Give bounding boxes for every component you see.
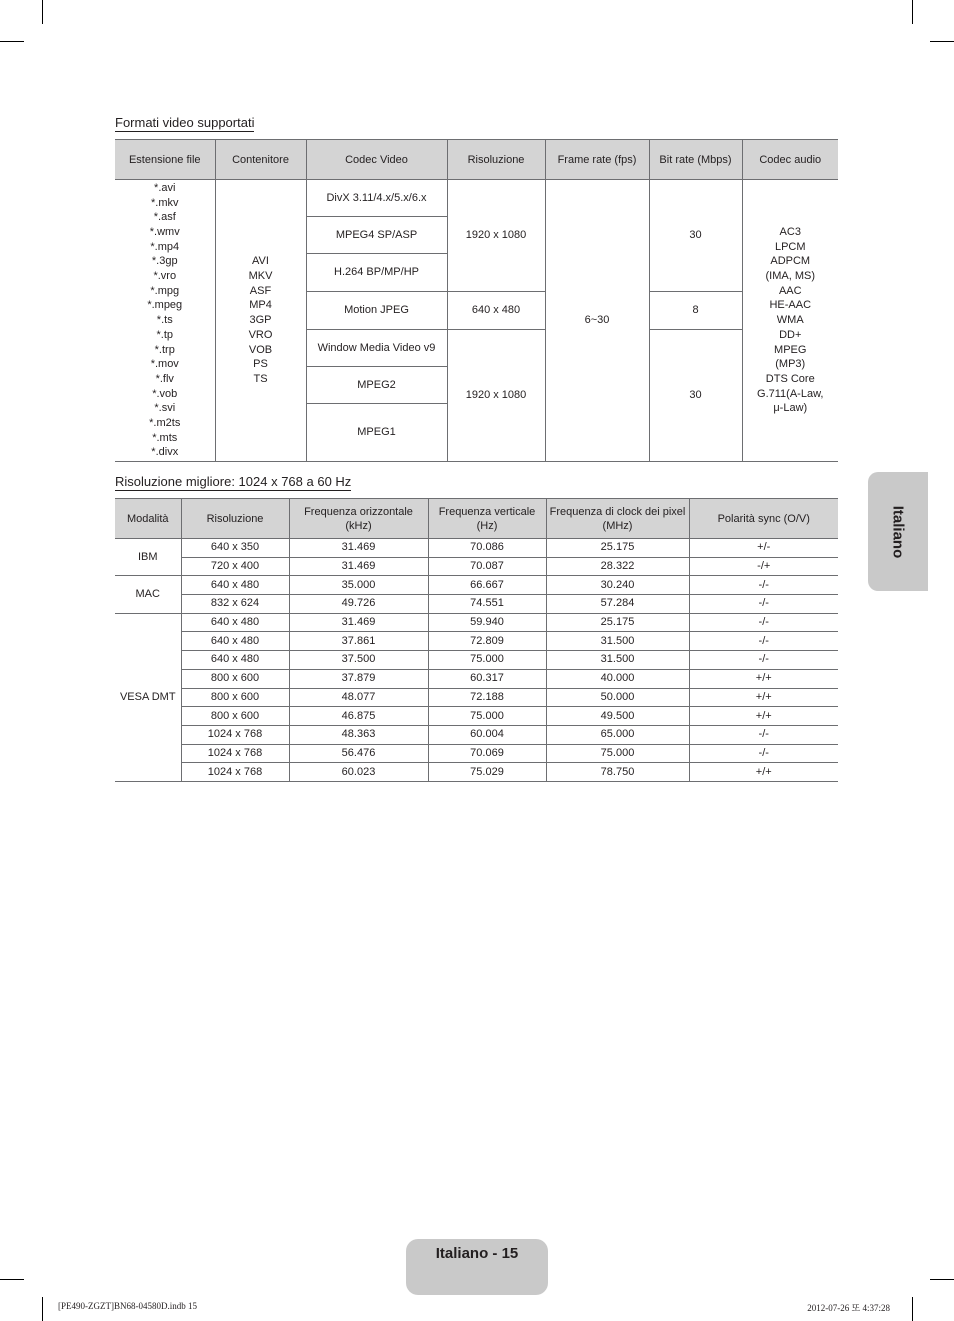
table-row — [115, 688, 838, 707]
table-row — [115, 763, 838, 782]
table-cell: 57.284 — [546, 595, 689, 614]
codec-cell: MPEG4 SP/ASP — [306, 217, 447, 254]
codec-cell: DivX 3.11/4.x/5.x/6.x — [306, 180, 447, 217]
table-cell: 56.476 — [289, 744, 428, 763]
table-row — [115, 725, 838, 744]
crop-mark — [42, 0, 43, 24]
table-row — [115, 651, 838, 670]
crop-mark — [42, 1297, 43, 1321]
table-row — [115, 669, 838, 688]
table-cell: -/- — [689, 632, 838, 651]
language-side-tab — [868, 472, 928, 591]
table-cell: 65.000 — [546, 725, 689, 744]
table-cell: 31.469 — [289, 613, 428, 632]
resolution-cell: 1920 x 1080 — [447, 330, 545, 462]
footer-timestamp: 2012-07-26 또 4:37:28 — [807, 1303, 890, 1313]
header-bit-rate: Bit rate (Mbps) — [649, 140, 742, 180]
page-label: Italiano - 15 — [435, 1245, 519, 1262]
table-cell: 35.000 — [289, 576, 428, 595]
table-cell: 1024 x 768 — [181, 744, 289, 763]
table-cell: +/+ — [689, 763, 838, 782]
table-cell: 78.750 — [546, 763, 689, 782]
codec-cell: MPEG1 — [306, 404, 447, 462]
table-cell: +/+ — [689, 688, 838, 707]
best-resolution-title: Risoluzione migliore: 1024 x 768 a 60 Hz — [115, 474, 352, 489]
crop-mark — [930, 1279, 954, 1280]
crop-mark — [912, 1297, 913, 1321]
table-cell: 75.000 — [428, 707, 546, 726]
bitrate-cell: 8 — [649, 292, 742, 330]
table-cell: 50.000 — [546, 688, 689, 707]
table-cell: 75.000 — [428, 651, 546, 670]
extensions-cell: *.avi *.mkv *.asf *.wmv *.mp4 *.3gp *.vro *.mpg *.mpeg *.ts *.tp *.trp *.mov *.flv *.vob *.svi *.m2ts *.mts *.divx — [115, 180, 215, 462]
header-sync-polarity: Polarità sync (O/V) — [689, 499, 838, 539]
resolution-table — [115, 498, 838, 782]
header-resolution: Risoluzione — [181, 499, 289, 539]
mode-cell: VESA DMT — [115, 613, 181, 781]
table-cell: -/- — [689, 651, 838, 670]
table-cell: -/- — [689, 725, 838, 744]
header-pixel-clock: Frequenza di clock dei pixel (MHz) — [546, 499, 689, 539]
table-row — [115, 576, 838, 595]
table-row — [115, 744, 838, 763]
table-cell: 30.240 — [546, 576, 689, 595]
table-cell: 60.004 — [428, 725, 546, 744]
table-cell: 25.175 — [546, 539, 689, 558]
containers-cell: AVI MKV ASF MP4 3GP VRO VOB PS TS — [215, 180, 306, 462]
table-row — [115, 539, 838, 558]
page-number-tab — [406, 1239, 548, 1295]
table-cell: -/- — [689, 576, 838, 595]
header-v-freq: Frequenza verticale (Hz) — [428, 499, 546, 539]
table-cell: 72.188 — [428, 688, 546, 707]
table-cell: 1024 x 768 — [181, 725, 289, 744]
table-cell: 49.500 — [546, 707, 689, 726]
mode-cell: IBM — [115, 539, 181, 576]
table-cell: 37.879 — [289, 669, 428, 688]
table-cell: 70.086 — [428, 539, 546, 558]
table-cell: 46.875 — [289, 707, 428, 726]
table-cell: 640 x 480 — [181, 613, 289, 632]
bitrate-cell: 30 — [649, 180, 742, 292]
table-cell: +/+ — [689, 707, 838, 726]
footer-file-info: [PE490-ZGZT]BN68-04580D.indb 15 — [58, 1301, 197, 1311]
table-cell: 640 x 480 — [181, 576, 289, 595]
crop-mark — [0, 1279, 24, 1280]
header-mode: Modalità — [115, 499, 181, 539]
table-row — [115, 557, 838, 576]
resolution-cell: 1920 x 1080 — [447, 180, 545, 292]
table-cell: 31.500 — [546, 632, 689, 651]
table-cell: 31.469 — [289, 557, 428, 576]
header-video-codec: Codec Video — [306, 140, 447, 180]
table-cell: -/- — [689, 595, 838, 614]
table-cell: 25.175 — [546, 613, 689, 632]
table-row — [115, 613, 838, 632]
table-cell: 48.077 — [289, 688, 428, 707]
audio-codecs-cell: AC3 LPCM ADPCM (IMA, MS) AAC HE-AAC WMA DD+ MPEG (MP3) DTS Core G.711(A-Law, μ-Law) — [742, 180, 838, 462]
table-cell: 59.940 — [428, 613, 546, 632]
header-extension: Estensione file — [115, 140, 215, 180]
table-cell: 75.000 — [546, 744, 689, 763]
header-audio-codec: Codec audio — [742, 140, 838, 180]
table-cell: -/- — [689, 613, 838, 632]
table-cell: 66.667 — [428, 576, 546, 595]
table-row — [115, 707, 838, 726]
table-cell: 28.322 — [546, 557, 689, 576]
table-cell: 40.000 — [546, 669, 689, 688]
table-cell: 37.500 — [289, 651, 428, 670]
side-tab-label: Italiano — [889, 505, 907, 558]
crop-mark — [912, 0, 913, 24]
resolution-cell: 640 x 480 — [447, 292, 545, 330]
table-cell: 70.069 — [428, 744, 546, 763]
crop-mark — [0, 41, 24, 42]
table-cell: 800 x 600 — [181, 688, 289, 707]
table-cell: +/+ — [689, 669, 838, 688]
table-cell: 48.363 — [289, 725, 428, 744]
table-cell: 31.500 — [546, 651, 689, 670]
bitrate-cell: 30 — [649, 330, 742, 462]
codec-cell: Motion JPEG — [306, 292, 447, 330]
video-formats-title: Formati video supportati — [115, 115, 255, 130]
header-frame-rate: Frame rate (fps) — [545, 140, 649, 180]
table-cell: 640 x 350 — [181, 539, 289, 558]
table-cell: 31.469 — [289, 539, 428, 558]
table-cell: 49.726 — [289, 595, 428, 614]
codec-cell: Window Media Video v9 — [306, 330, 447, 367]
frame-rate-cell: 6~30 — [545, 180, 649, 462]
table-row — [115, 595, 838, 614]
video-formats-table — [115, 139, 838, 462]
table-cell: 1024 x 768 — [181, 763, 289, 782]
header-resolution: Risoluzione — [447, 140, 545, 180]
crop-mark — [930, 41, 954, 42]
mode-cell: MAC — [115, 576, 181, 613]
resolution-table-body — [115, 539, 838, 782]
table-cell: 640 x 480 — [181, 651, 289, 670]
table-cell: +/- — [689, 539, 838, 558]
header-h-freq: Frequenza orizzontale (kHz) — [289, 499, 428, 539]
table-cell: 74.551 — [428, 595, 546, 614]
table-cell: -/- — [689, 744, 838, 763]
table-cell: 72.809 — [428, 632, 546, 651]
table-cell: 800 x 600 — [181, 669, 289, 688]
table-cell: 75.029 — [428, 763, 546, 782]
table-cell: 720 x 400 — [181, 557, 289, 576]
codec-cell: H.264 BP/MP/HP — [306, 254, 447, 292]
table-cell: -/+ — [689, 557, 838, 576]
table-cell: 832 x 624 — [181, 595, 289, 614]
header-container: Contenitore — [215, 140, 306, 180]
codec-cell: MPEG2 — [306, 367, 447, 404]
table-cell: 37.861 — [289, 632, 428, 651]
table-row — [115, 632, 838, 651]
table-cell: 70.087 — [428, 557, 546, 576]
table-cell: 640 x 480 — [181, 632, 289, 651]
table-cell: 60.317 — [428, 669, 546, 688]
table-cell: 60.023 — [289, 763, 428, 782]
table-cell: 800 x 600 — [181, 707, 289, 726]
